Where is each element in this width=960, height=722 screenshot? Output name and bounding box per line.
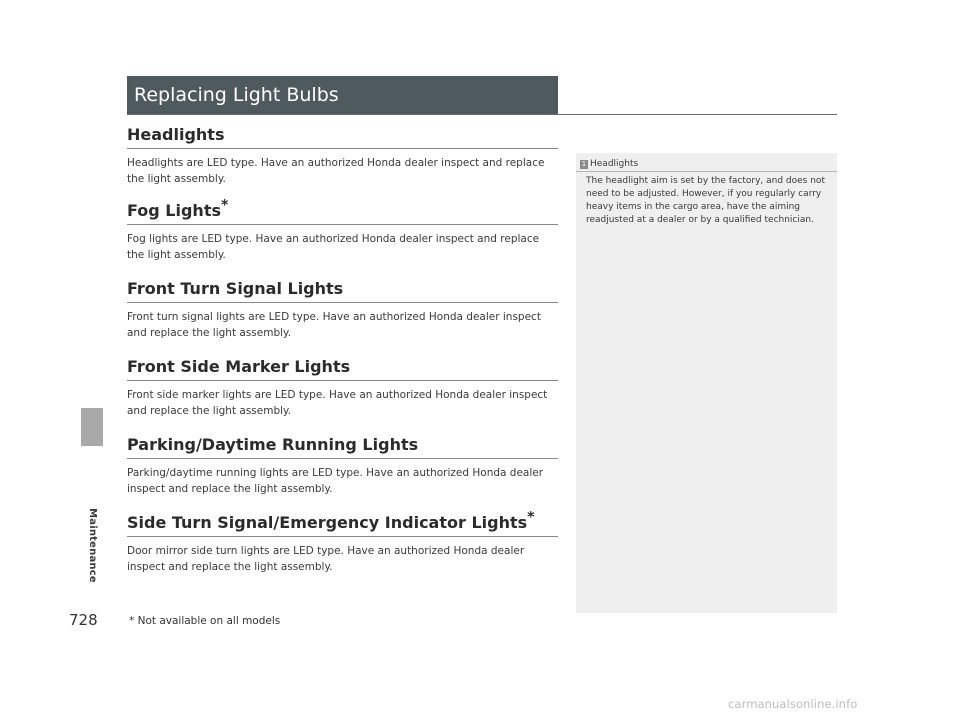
section-body: Headlights are LED type. Have an authorized Honda dealer inspect and replace the light assembly. <box>127 157 545 185</box>
note-body: The headlight aim is set by the factory, and does not need to be adjusted. However, if you regularly carry heavy items in the cargo area, have the aiming readjusted at a dealer or by a qualified technician. <box>586 176 825 225</box>
footnote-star: * <box>527 509 535 526</box>
watermark: carmanualsonline.info <box>728 697 858 711</box>
section-front-side-marker <box>127 357 558 419</box>
note-heading: 1 Headlights <box>581 159 639 169</box>
title-divider <box>127 114 837 115</box>
section-fog-lights <box>127 197 558 263</box>
section-side-turn-signal <box>127 509 558 575</box>
section-body: Front turn signal lights are LED type. Have an authorized Honda dealer inspect and replace the light assembly. <box>127 311 541 339</box>
side-tab-label: Maintenance <box>86 507 98 583</box>
section-body: Parking/daytime running lights are LED type. Have an authorized Honda dealer inspect and replace the light assembly. <box>127 467 544 495</box>
main-content <box>127 125 558 575</box>
page-number: 728 <box>69 611 98 629</box>
note-divider <box>576 171 837 172</box>
section-heading: Parking/Daytime Running Lights <box>127 435 558 459</box>
section-body: Door mirror side turn lights are LED type. Have an authorized Honda dealer inspect and replace the light assembly. <box>127 545 525 573</box>
footnote: * Not available on all models <box>129 615 281 627</box>
section-body: Fog lights are LED type. Have an authorized Honda dealer inspect and replace the light assembly. <box>127 233 540 261</box>
section-heading: Fog Lights* <box>127 201 558 225</box>
note-marker-icon: 1 <box>581 159 587 168</box>
section-body: Front side marker lights are LED type. Have an authorized Honda dealer inspect and replace the light assembly. <box>127 389 548 417</box>
section-heading: Front Side Marker Lights <box>127 357 558 381</box>
section-heading: Headlights <box>127 125 558 149</box>
note-panel <box>576 153 837 613</box>
section-heading: Side Turn Signal/Emergency Indicator Lights* <box>127 513 558 537</box>
section-front-turn-signal <box>127 279 558 341</box>
section-headlights <box>127 125 558 187</box>
page-title: Replacing Light Bulbs <box>127 76 558 115</box>
footnote-star: * <box>221 197 229 214</box>
section-tab-marker <box>81 408 103 446</box>
section-parking-daytime <box>127 435 558 497</box>
section-heading: Front Turn Signal Lights <box>127 279 558 303</box>
